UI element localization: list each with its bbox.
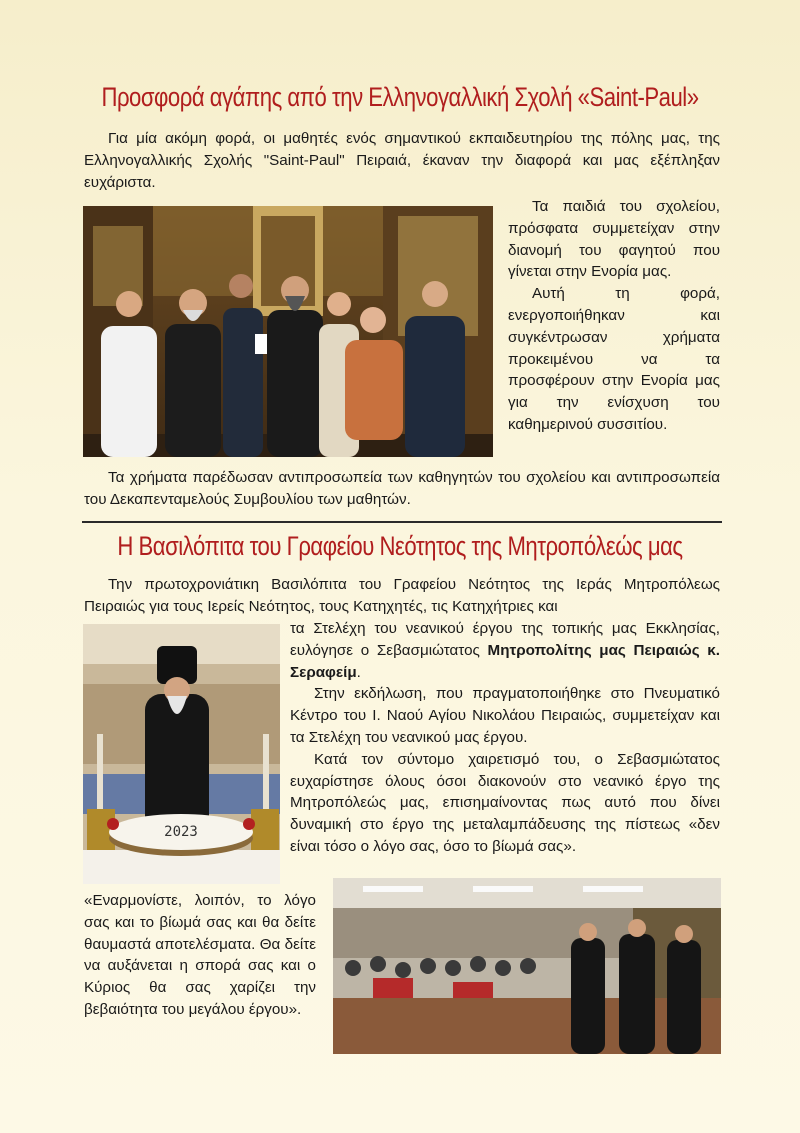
article1-side-text [508,196,720,436]
article2-quote [84,890,316,1021]
article1-title: Προσφορά αγάπης από την Ελληνογαλλική Σχολή «Saint-Paul» [101,82,699,112]
article1-intro-text: Για μία ακόμη φορά, οι μαθητές ενός σημαντικού εκπαιδευτηρίου της πόλης μας, της Ελληνογαλλικής Σχολής "Saint-Paul" Πειραιά, έκαναν την διαφορά και μας εξέπληξαν ευχάριστα. [84,130,720,191]
section-divider [82,521,722,523]
metropolitan-name: Μητροπολίτης μας Πειραιώς κ. Σεραφείμ [290,641,720,681]
article1-closing-text: Τα χρήματα παρέδωσαν αντιπροσωπεία των καθηγητών του σχολείου και αντιπροσωπεία του Δεκαπενταμελούς Συμβουλίου των μαθητών. [84,469,720,508]
cake-year-text: 2023 [164,824,198,840]
article1-side-p1: Τα παιδιά του σχολείου, πρόσφατα συμμετείχαν στην διανομή του φαγητού που γίνεται στην Ενορία μας. [508,198,720,281]
hall-event-photo [333,878,721,1054]
article2-intro-b: τα Στελέχη του νεανικού έργου της τοπικής μας Εκκλησίας, ευλόγησε ο Σεβασμιώτατος [290,620,720,659]
article1-closing [84,467,720,511]
article2-p3: Κατά τον σύντομο χαιρετισμό του, ο Σεβασμιώτατος ευχαρίστησε όλους όσοι διακονούν στο νεανικό έργο της Μητροπόλεώς μας, επισημαίνοντας πως αυτό που δίνει δυναμική στο έργο της μεταλαμπάδευσης της πίστεως «δεν είναι τόσο ο λόγο σας, όσο το βίωμά σας». [290,750,720,855]
article2-p2: Στην εκδήλωση, που πραγματοποιήθηκε στο Πνευματικό Κέντρο του Ι. Ναού Αγίου Νικολάου Πειραιώς, συμμετείχαν και τα Στελέχη του νεανικού μας έργου. [290,685,720,746]
article2-side-text [290,618,720,858]
article2-intro-a: Την πρωτοχρονιάτικη Βασιλόπιτα του Γραφείου Νεότητος της Ιεράς Μητροπόλεως Πειραιώς για τους Ιερείς Νεότητος, τους Κατηχητές, τις Κατηχήτριες και [84,576,720,615]
article1-intro [84,128,720,193]
church-group-illustration [83,206,493,457]
hall-illustration [333,878,721,1054]
vasilopita-illustration [83,624,280,884]
group-photo-church [83,206,493,457]
article2-quote-text: «Εναρμονίστε, λοιπόν, το λόγο σας και το βίωμά σας και θα δείτε θαυμαστά αποτελέσματα. Θα δείτε να αυξάνεται η σπορά σας και ο Κύριος θα σας χαρίζει την βεβαιότητα του μεγάλου έργου». [84,892,316,1018]
article1-side-p2: Αυτή τη φορά, ενεργοποιήθηκαν και συγκέντρωσαν χρήματα προκειμένου να τα προσφέρουν στην Ενορία μας για την ενίσχυση του καθημερινού συσσιτίου. [508,285,720,433]
article2-intro-b-para [290,618,720,683]
article2-title: Η Βασιλόπιτα του Γραφείου Νεότητος της Μητροπόλεώς μας [117,531,683,561]
article2-intro-top [84,574,720,618]
bishop-vasilopita-photo [83,624,280,884]
article2-intro-end: . [356,663,361,681]
